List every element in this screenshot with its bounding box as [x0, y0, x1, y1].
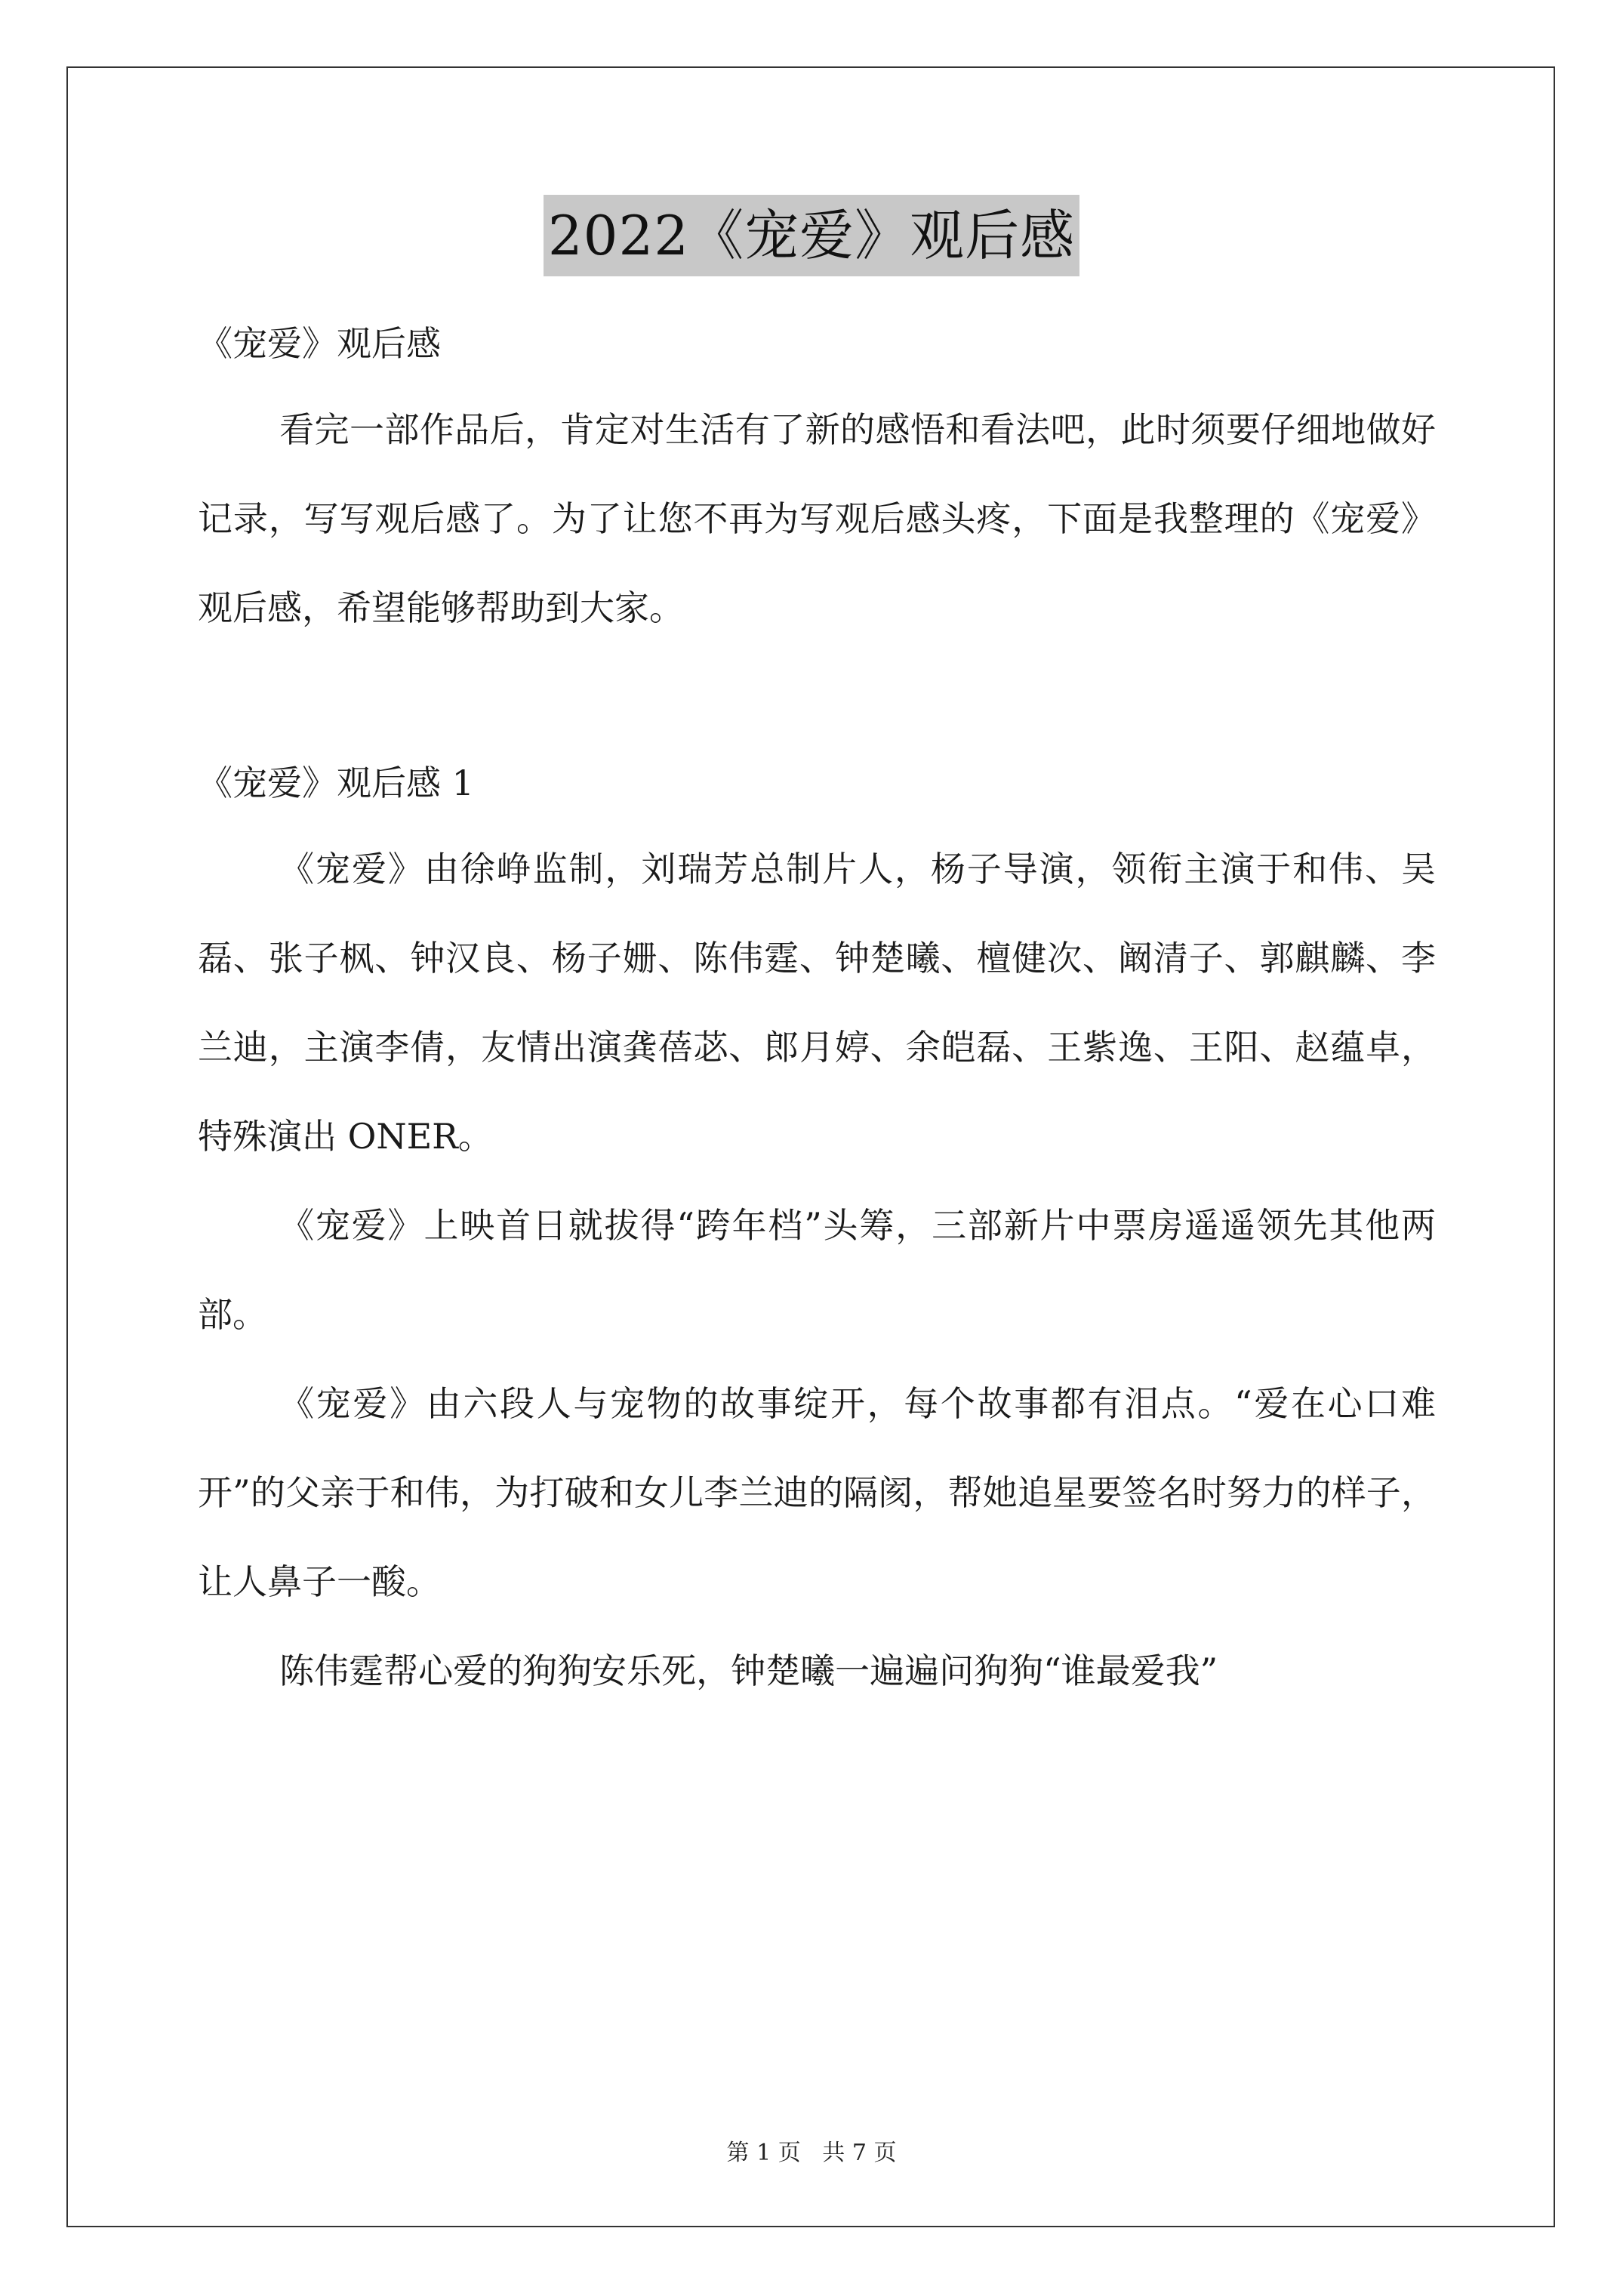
section-spacer — [198, 652, 1436, 741]
section1-heading: 《宠爱》观后感 1 — [198, 763, 474, 803]
section1-paragraph-stories: 《宠爱》由六段人与宠物的故事绽开，每个故事都有泪点。“爱在心口难开”的父亲于和伟，为打破和女儿李兰迪的隔阂，帮她追星要签名时努力的样子，让人鼻子一酸。 — [198, 1383, 1436, 1602]
section1-paragraph-boxoffice: 《宠爱》上映首日就拔得“跨年档”头筹，三部新片中票房遥遥领先其他两部。 — [198, 1205, 1436, 1335]
page-number-footer: 第 1 页 共 7 页 — [726, 2140, 897, 2166]
intro-heading: 《宠爱》观后感 — [198, 323, 441, 364]
title-container — [0, 195, 1623, 276]
intro-paragraph: 看完一部作品后，肯定对生活有了新的感悟和看法吧，此时须要仔细地做好记录，写写观后感了。为了让您不再为写观后感头疼，下面是我整理的《宠爱》观后感，希望能够帮助到大家。 — [198, 409, 1436, 628]
section1-paragraph-dog: 陈伟霆帮心爱的狗狗安乐死，钟楚曦一遍遍问狗狗“谁最爱我” — [279, 1650, 1218, 1691]
section1-paragraph-cast: 《宠爱》由徐峥监制，刘瑞芳总制片人，杨子导演，领衔主演于和伟、吴磊、张子枫、钟汉良、杨子姗、陈伟霆、钟楚曦、檀健次、阚清子、郭麒麟、李兰迪，主演李倩，友情出演龚蓓苾、郎月婷、余皑磊、王紫逸、王阳、赵蕴卓，特殊演出 ONER。 — [198, 849, 1436, 1157]
document-body — [198, 302, 1436, 1715]
document-title: 2022《宠爱》观后感 — [544, 195, 1079, 276]
